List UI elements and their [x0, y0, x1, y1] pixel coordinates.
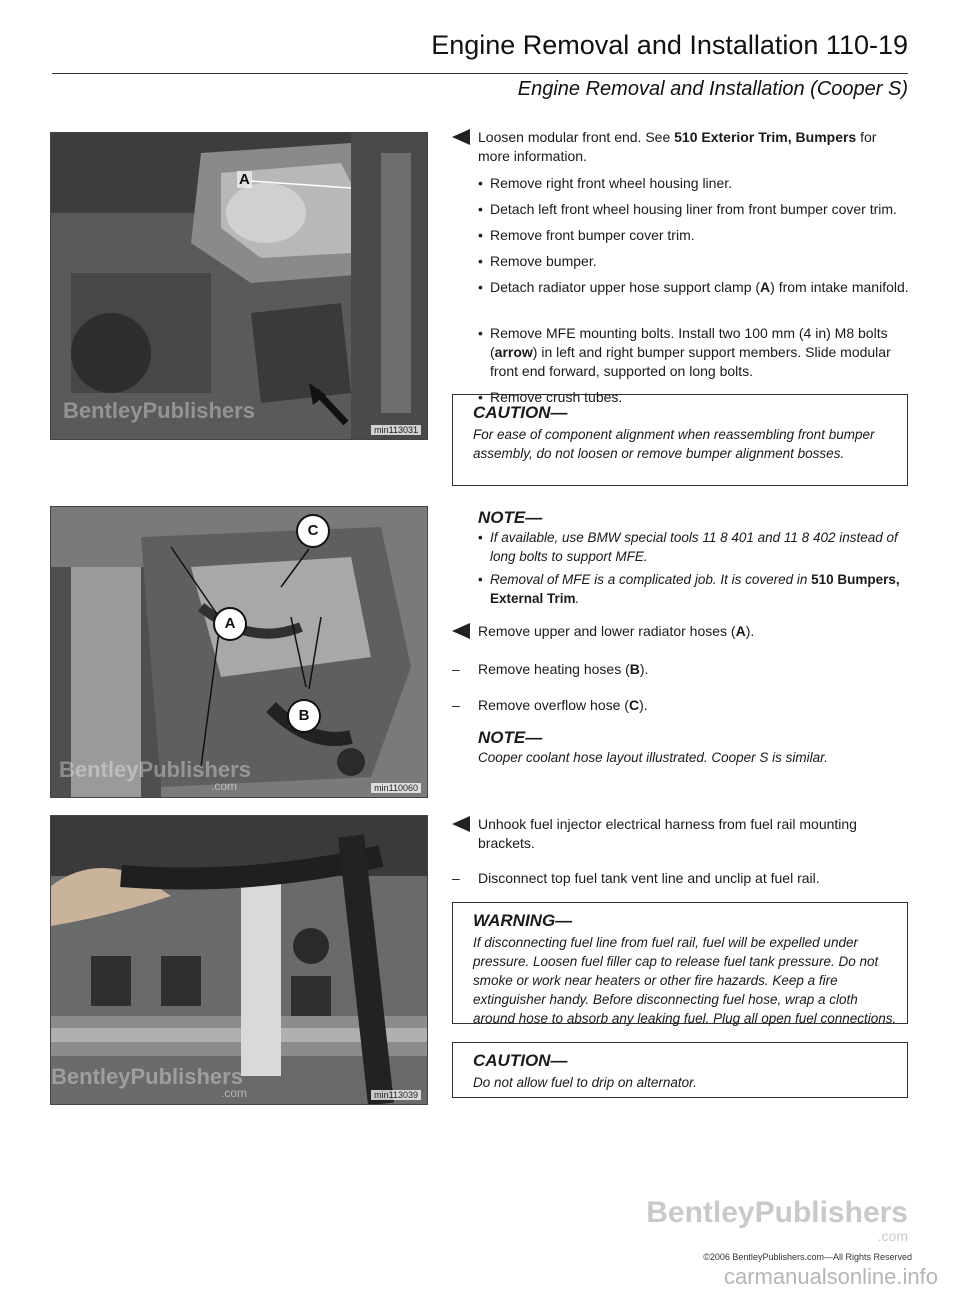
- bullet-text: Detach left front wheel housing liner from front bumper cover trim.: [490, 201, 897, 217]
- note-heading: NOTE—: [478, 728, 543, 747]
- step-unhook-harness: [452, 815, 912, 853]
- list-item: • Detach left front wheel housing liner from front bumper cover trim.: [478, 200, 912, 219]
- note-text: If available, use BMW special tools 11 8 401 and 11 8 402 instead of long bolts to support MFE.: [490, 530, 898, 564]
- coolant-hoses-illustration: [51, 507, 427, 797]
- warning-heading: WARNING—: [473, 911, 573, 930]
- step-loosen-front-end: [452, 128, 912, 166]
- bullet-text: Remove crush tubes.: [490, 389, 623, 405]
- note-item: • If available, use BMW special tools 11 8 401 and 11 8 402 instead of long bolts to support MFE.: [478, 530, 898, 564]
- cross-reference: 510 Exterior Trim, Bumpers: [674, 129, 857, 145]
- caution-text: Do not allow fuel to drip on alternator.: [473, 1075, 697, 1090]
- list-item: • Detach radiator upper hose support clamp (A) from intake manifold.: [478, 279, 909, 295]
- callout-ref: arrow: [494, 344, 533, 360]
- step-remove-radiator-hoses: [452, 622, 912, 641]
- watermark-suffix: .com: [211, 779, 238, 793]
- step-remove-heating-hoses: [452, 660, 912, 679]
- caution-box: [452, 394, 908, 486]
- caution-text: For ease of component alignment when reassembling front bumper assembly, do not loosen or remove bumper alignment bosses.: [473, 427, 875, 461]
- step-text: ).: [639, 697, 648, 713]
- pointer-arrow-icon: [452, 815, 474, 837]
- cross-reference: 510 Bumpers, External Trim: [490, 572, 900, 606]
- step-text: Remove upper and lower radiator hoses (: [478, 623, 736, 639]
- coolant-hoses-photo: [50, 506, 428, 798]
- pointer-arrow-icon: [452, 128, 474, 150]
- callout-ref: A: [760, 279, 771, 295]
- callout-ref: A: [735, 623, 746, 639]
- dash-marker: –: [452, 870, 460, 886]
- callout-ref: C: [628, 697, 640, 713]
- note-item: • Removal of MFE is a complicated job. It is covered in 510 Bumpers, External Trim.: [478, 572, 900, 606]
- step-text: ).: [745, 623, 755, 639]
- step-text: Remove heating hoses (: [478, 661, 630, 677]
- caution-heading: CAUTION—: [473, 1051, 568, 1070]
- step-text: Remove overflow hose (: [478, 697, 629, 713]
- step-text: Loosen modular front end. See: [478, 129, 675, 145]
- watermark: BentleyPublishers: [59, 757, 251, 782]
- callout-c: C: [296, 514, 330, 548]
- caution-box: [452, 1042, 908, 1098]
- note-text: Cooper coolant hose layout illustrated. Cooper S is similar.: [478, 750, 828, 765]
- step-text: Disconnect top fuel tank vent line and unclip at fuel rail.: [478, 870, 820, 886]
- list-item: • Remove crush tubes.: [478, 388, 912, 407]
- list-item: • Remove front bumper cover trim.: [478, 226, 912, 245]
- watermark-suffix: .com: [221, 1086, 248, 1100]
- engine-bay-photo: [50, 132, 428, 440]
- step-text: for more information.: [478, 129, 877, 164]
- list-item: • Remove MFE mounting bolts. Install two 100 mm (4 in) M8 bolts (arrow) in left and right bumper support members. Slide modular front end forward, supported on long bolts.: [478, 325, 891, 379]
- step-remove-overflow-hose: [452, 696, 912, 715]
- note-text: .: [575, 591, 580, 606]
- fuel-rail-photo: [50, 815, 428, 1105]
- callout-ref: B: [629, 661, 640, 677]
- watermark: BentleyPublishers: [63, 398, 255, 423]
- caution-heading: CAUTION—: [473, 403, 568, 422]
- header-rule: [52, 73, 908, 74]
- step-text: ).: [639, 661, 649, 677]
- publisher-logo-suffix: .com: [877, 1228, 908, 1244]
- section-subtitle: Engine Removal and Installation (Cooper S): [517, 78, 908, 100]
- list-item: • Remove bumper.: [478, 252, 912, 271]
- publisher-logo: BentleyPublishers: [646, 1196, 908, 1229]
- step-text: Unhook fuel injector electrical harness from fuel rail mounting brackets.: [478, 816, 857, 851]
- site-watermark: carmanualsonline.info: [723, 1264, 938, 1289]
- warning-box: [452, 902, 908, 1024]
- note-block: [478, 508, 910, 608]
- callout-a: A: [213, 607, 247, 641]
- page-title: Engine Removal and Installation 110-19: [431, 30, 908, 60]
- note-text: Removal of MFE is a complicated job. It is covered in: [490, 572, 812, 587]
- image-id-label: min113039: [371, 1090, 421, 1100]
- bullet-text: ) from intake manifold.: [770, 279, 909, 295]
- note-heading: NOTE—: [478, 508, 543, 527]
- bullet-text: Detach radiator upper hose support clamp (: [490, 279, 761, 295]
- copyright-notice: ©2006 BentleyPublishers.com—All Rights Reserved: [703, 1252, 912, 1262]
- note-block: [478, 728, 910, 767]
- bullet-text: Remove front bumper cover trim.: [490, 227, 695, 243]
- image-id-label: min110060: [371, 783, 421, 793]
- watermark: BentleyPublishers: [51, 1064, 243, 1089]
- dash-marker: –: [452, 661, 460, 677]
- fuel-rail-illustration: [51, 816, 427, 1104]
- image-id-label: min113031: [371, 425, 421, 435]
- bullet-text: Remove right front wheel housing liner.: [490, 175, 733, 191]
- list-item: • Remove right front wheel housing liner.: [478, 174, 912, 193]
- dash-marker: –: [452, 697, 460, 713]
- bullet-text: ) in left and right bumper support members. Slide modular front end forward, supported on long bolts.: [490, 344, 891, 379]
- callout-a: A: [239, 171, 250, 188]
- callout-b: B: [287, 699, 321, 733]
- bullet-text: Remove MFE mounting bolts. Install two 100 mm (4 in) M8 bolts (: [490, 325, 888, 360]
- warning-text: If disconnecting fuel line from fuel rail, fuel will be expelled under pressure. Loosen fuel filler cap to release fuel tank pressure. Do not smoke or work near heaters or other fire hazards. Keep a fire extinguisher handy. Before disconnecting fuel hose, wrap a cloth around hose to absorb any leaking fuel. Plug all open fuel connections.: [473, 935, 897, 1026]
- pointer-arrow-icon: [452, 622, 474, 644]
- bullet-text: Remove bumper.: [490, 253, 597, 269]
- step-disconnect-vent-line: [452, 869, 912, 888]
